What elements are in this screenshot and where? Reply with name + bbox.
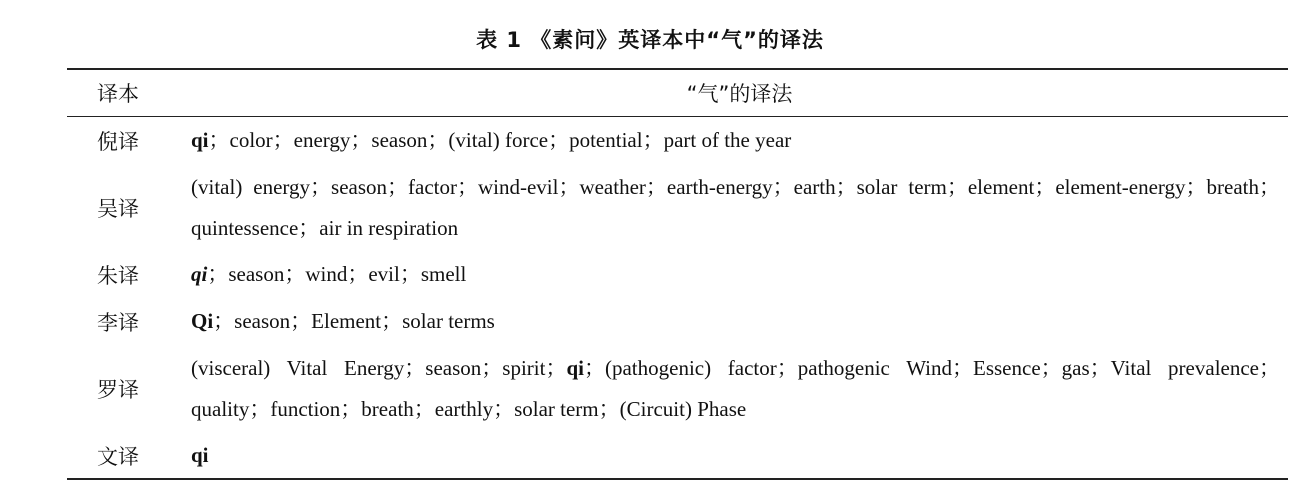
- renderings-text: ；color；energy；season；(vital) force；potential；part of the year: [208, 128, 792, 152]
- renderings-text: (vital) energy；season；factor；wind-evil；weather；earth-energy；earth；solar term；element；element-energy；breath；quintessence；air in respiration: [191, 175, 1280, 240]
- row-renderings: [191, 254, 1280, 295]
- row-renderings: [191, 348, 1280, 430]
- row-label: 吴译: [97, 197, 139, 221]
- table-row: [67, 254, 1288, 295]
- row-label: 朱译: [97, 263, 139, 288]
- bottom-rule: [67, 478, 1288, 480]
- header-translation-version: 译本: [97, 82, 139, 106]
- qi-term: Qi: [191, 309, 214, 333]
- qi-term: qi: [191, 128, 209, 152]
- qi-term: qi: [191, 262, 208, 286]
- renderings-text: ；season；wind；evil；smell: [207, 262, 467, 286]
- row-label: 罗译: [97, 378, 139, 402]
- row-label: 文译: [97, 444, 139, 469]
- qi-term: qi: [566, 356, 584, 380]
- row-renderings: [191, 435, 1280, 476]
- table-row: [67, 301, 1288, 342]
- row-label: 李译: [97, 310, 139, 335]
- table-row: [67, 120, 1288, 161]
- row-renderings: [191, 167, 1280, 249]
- table-row: [67, 348, 1288, 430]
- qi-term: qi: [191, 443, 209, 467]
- renderings-text: ；season；Element；solar terms: [213, 309, 495, 333]
- header-rule: [67, 116, 1288, 117]
- row-renderings: [191, 301, 1280, 342]
- table-row: [67, 167, 1288, 249]
- renderings-text: ；(pathogenic) factor；pathogenic Wind；Essence；gas；Vital prevalence；quality；function；breath；earthly；solar term；(Circuit) Phase: [191, 356, 1280, 421]
- table-row: [67, 435, 1288, 476]
- header-qi-renderings: “气”的译法: [686, 82, 793, 106]
- row-label: 倪译: [97, 129, 139, 154]
- top-rule: [67, 68, 1288, 70]
- renderings-text-pre: (visceral) Vital Energy；season；spirit；: [191, 356, 567, 380]
- table-title: 表 1 《素问》英译本中“气”的译法: [476, 28, 824, 52]
- row-renderings: [191, 120, 1280, 161]
